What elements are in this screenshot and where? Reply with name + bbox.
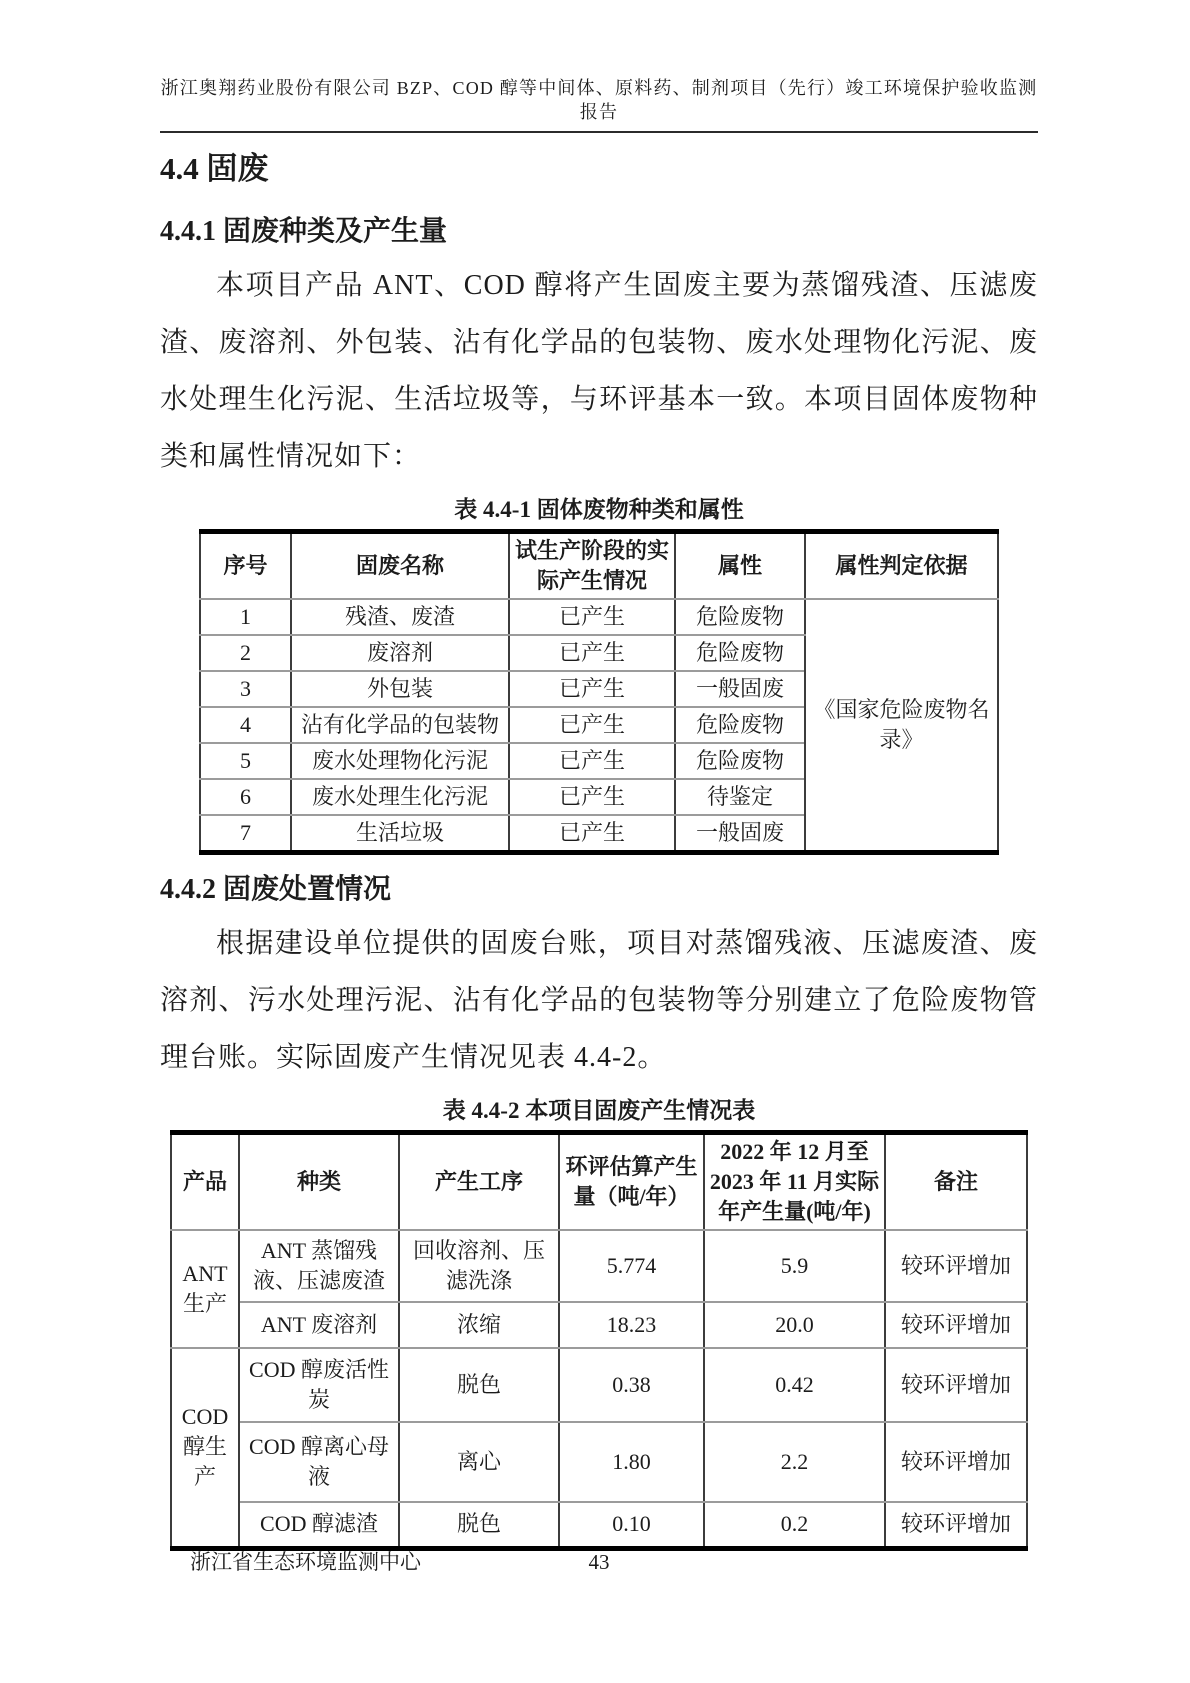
cell-product-ant: ANT 生产 — [171, 1230, 239, 1348]
table2-header-row — [171, 1133, 1027, 1231]
cell-note: 较环评增加 — [885, 1502, 1027, 1548]
cell-name: 外包装 — [291, 671, 509, 707]
cell-status: 已产生 — [509, 815, 675, 853]
cell-process: 离心 — [399, 1422, 559, 1502]
paragraph-solid-waste-types: 本项目产品 ANT、COD 醇将产生固废主要为蒸馏残渣、压滤废渣、废溶剂、外包装、沾有化学品的包装物、废水处理物化污泥、废水处理生化污泥、生活垃圾等，与环评基本一致。本项目固体废物种类和属性情况如下： — [160, 270, 1038, 472]
cell-process: 脱色 — [399, 1502, 559, 1548]
cell-note: 较环评增加 — [885, 1422, 1027, 1502]
page-header — [160, 0, 1038, 133]
table1-header-status: 试生产阶段的实际产生情况 — [509, 532, 675, 600]
cell-no: 1 — [200, 599, 291, 635]
cell-product-cod: COD 醇生产 — [171, 1348, 239, 1548]
cell-process: 回收溶剂、压滤洗涤 — [399, 1230, 559, 1302]
cell-eia: 18.23 — [559, 1302, 704, 1348]
table1-header-attr: 属性 — [675, 532, 805, 600]
cell-name: 残渣、废渣 — [291, 599, 509, 635]
page-content — [160, 149, 1038, 1551]
cell-no: 5 — [200, 743, 291, 779]
cell-note: 较环评增加 — [885, 1230, 1027, 1302]
cell-attr: 一般固废 — [675, 815, 805, 853]
cell-eia: 1.80 — [559, 1422, 704, 1502]
cell-actual: 5.9 — [704, 1230, 885, 1302]
cell-name: 废水处理生化污泥 — [291, 779, 509, 815]
cell-note: 较环评增加 — [885, 1302, 1027, 1348]
section-heading-4-4-1: 4.4.1 固废种类及产生量 — [160, 216, 448, 247]
cell-actual: 0.42 — [704, 1348, 885, 1422]
cell-kind: COD 醇废活性炭 — [239, 1348, 399, 1422]
cell-actual: 20.0 — [704, 1302, 885, 1348]
cell-kind: ANT 废溶剂 — [239, 1302, 399, 1348]
table-row — [171, 1302, 1027, 1348]
cell-name: 沾有化学品的包装物 — [291, 707, 509, 743]
cell-eia: 0.38 — [559, 1348, 704, 1422]
cell-no: 6 — [200, 779, 291, 815]
table1-caption: 表 4.4-1 固体废物种类和属性 — [454, 497, 744, 522]
table-row — [171, 1422, 1027, 1502]
cell-status: 已产生 — [509, 671, 675, 707]
table-solid-waste-generation — [170, 1130, 1028, 1551]
table1-header-name: 固废名称 — [291, 532, 509, 600]
cell-name: 废水处理物化污泥 — [291, 743, 509, 779]
cell-attr: 危险废物 — [675, 635, 805, 671]
cell-no: 3 — [200, 671, 291, 707]
cell-note: 较环评增加 — [885, 1348, 1027, 1422]
cell-attr: 危险废物 — [675, 743, 805, 779]
report-title: 浙江奥翔药业股份有限公司 BZP、COD 醇等中间体、原料药、制剂项目（先行）竣工环境保护验收监测报告 — [160, 78, 1038, 122]
table-solid-waste-types — [199, 529, 999, 855]
cell-status: 已产生 — [509, 635, 675, 671]
table2-header-actual: 2022 年 12 月至 2023 年 11 月实际年产生量(吨/年) — [704, 1133, 885, 1231]
table-row — [171, 1502, 1027, 1548]
cell-name: 废溶剂 — [291, 635, 509, 671]
cell-eia: 5.774 — [559, 1230, 704, 1302]
cell-kind: COD 醇离心母液 — [239, 1422, 399, 1502]
table2-caption: 表 4.4-2 本项目固废产生情况表 — [442, 1098, 756, 1123]
cell-attr: 危险废物 — [675, 707, 805, 743]
section-heading-4-4-2: 4.4.2 固废处置情况 — [160, 874, 392, 905]
table2-header-eia: 环评估算产生量（吨/年） — [559, 1133, 704, 1231]
cell-status: 已产生 — [509, 707, 675, 743]
cell-status: 已产生 — [509, 599, 675, 635]
table1-header-row — [200, 532, 998, 600]
cell-basis-merged: 《国家危险废物名录》 — [805, 599, 998, 853]
table-row — [171, 1230, 1027, 1302]
cell-kind: ANT 蒸馏残液、压滤废渣 — [239, 1230, 399, 1302]
cell-process: 脱色 — [399, 1348, 559, 1422]
table2-header-process: 产生工序 — [399, 1133, 559, 1231]
cell-status: 已产生 — [509, 779, 675, 815]
cell-attr: 待鉴定 — [675, 779, 805, 815]
cell-no: 4 — [200, 707, 291, 743]
table-row — [171, 1348, 1027, 1422]
cell-actual: 0.2 — [704, 1502, 885, 1548]
cell-kind: COD 醇滤渣 — [239, 1502, 399, 1548]
cell-attr: 一般固废 — [675, 671, 805, 707]
table2-header-note: 备注 — [885, 1133, 1027, 1231]
table2-header-kind: 种类 — [239, 1133, 399, 1231]
footer-organization: 浙江省生态环境监测中心 — [190, 1550, 421, 1574]
page-number: 43 — [588, 1550, 610, 1574]
cell-status: 已产生 — [509, 743, 675, 779]
cell-eia: 0.10 — [559, 1502, 704, 1548]
section-heading-4-4: 4.4 固废 — [160, 151, 269, 186]
paragraph-solid-waste-disposal: 根据建设单位提供的固废台账，项目对蒸馏残液、压滤废渣、废溶剂、污水处理污泥、沾有化学品的包装物等分别建立了危险废物管理台账。实际固废产生情况见表 4.4-2。 — [160, 928, 1038, 1073]
cell-process: 浓缩 — [399, 1302, 559, 1348]
table1-header-basis: 属性判定依据 — [805, 532, 998, 600]
cell-actual: 2.2 — [704, 1422, 885, 1502]
table1-header-no: 序号 — [200, 532, 291, 600]
cell-name: 生活垃圾 — [291, 815, 509, 853]
table2-header-product: 产品 — [171, 1133, 239, 1231]
table-row — [200, 599, 998, 635]
cell-no: 7 — [200, 815, 291, 853]
cell-attr: 危险废物 — [675, 599, 805, 635]
cell-no: 2 — [200, 635, 291, 671]
